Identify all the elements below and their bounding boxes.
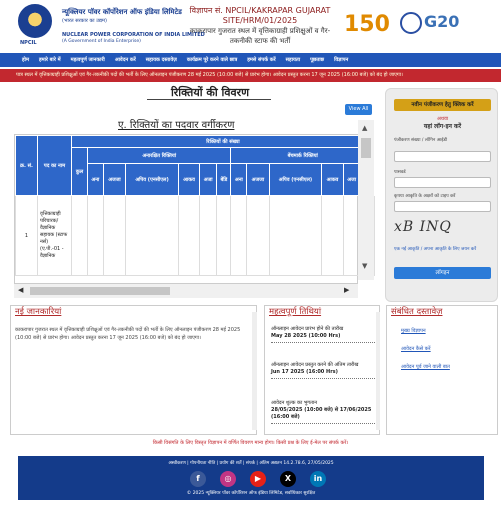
vacancy-table [15, 135, 375, 276]
sub-col: अना [88, 164, 104, 196]
org-name-hindi: न्यूक्लियर पॉवर कॉर्पोरेशन ऑफ इंडिया लिमिटेड [62, 8, 182, 16]
cell [103, 196, 125, 276]
date-item [271, 326, 375, 343]
nav-item-advt[interactable]: विज्ञापन [334, 57, 349, 63]
nav-item-help[interactable]: सहायता [285, 57, 301, 63]
sub-col: अपिव (एनसीएल) [269, 164, 322, 196]
col-vacancies-header: रिक्तियों की संख्या [72, 136, 375, 148]
col-total: कुल [72, 148, 88, 196]
scroll-right-icon[interactable]: ▶ [344, 286, 350, 294]
doc-link[interactable]: आवेदन पूर्व जाने वाली बात [401, 364, 450, 370]
cell [247, 196, 269, 276]
cell-post: वृत्तिकाग्राही परिचारक/ वैज्ञानिक सहायक (स्टाफ नर्स) (ए.पी.-01 - वैज्ञानिक [38, 196, 72, 276]
login-heading: यहां लॉग-इन करें [423, 123, 462, 130]
org-sub-english: (A Government of India Enterprise) [62, 39, 141, 44]
news-title: नई जानकारियां [15, 307, 62, 317]
cell [269, 196, 322, 276]
password-input[interactable] [394, 177, 491, 188]
sub-col: आकव [178, 164, 199, 196]
user-id-label: पंजीकरण संख्या / लॉगिन आईडी [394, 138, 448, 143]
user-id-input[interactable] [394, 151, 491, 162]
g20-logo: G20 [424, 12, 460, 31]
section-title: ए. रिक्तियों का पदवार वर्गीकरण [118, 120, 235, 131]
date-item [271, 400, 375, 424]
captcha-image: xB INQ [394, 219, 452, 235]
cell [322, 196, 343, 276]
news-panel [10, 305, 257, 435]
related-documents-panel [386, 305, 498, 435]
org-sub-hindi: (भारत सरकार का उद्यम) [62, 18, 107, 24]
logo-text: NPCIL [20, 40, 37, 46]
password-label: पासवर्ड [394, 170, 406, 175]
dates-scrollbar[interactable] [376, 312, 380, 430]
site-header [0, 0, 501, 53]
login-button[interactable]: लॉगइन [394, 267, 491, 279]
nav-item-contact[interactable]: हमसे संपर्क करें [247, 57, 276, 63]
copyright: © 2025 न्यूक्लियर पॉवर कॉर्पोरेशन ऑफ इंडिया लिमिटेड, सर्वाधिकार सुरक्षित [186, 491, 316, 496]
date-value: 28/05/2025 (10:00 बजे) से 17/06/2025 (16:00 बजे) [271, 407, 372, 420]
x-twitter-icon[interactable]: X [280, 471, 296, 487]
nav-item-students[interactable]: कार्यक्रम पूरे करने वाले छात्र [186, 57, 238, 63]
cell [88, 196, 104, 276]
nav-item-about[interactable]: हमारे बारे में [38, 57, 61, 63]
npcil-logo[interactable] [18, 4, 52, 38]
nav-item-documents[interactable]: सहायक दस्तावेज़ [145, 57, 177, 63]
or-separator: अथवा [436, 116, 449, 122]
advertisement-heading [180, 6, 340, 46]
important-dates-panel [264, 305, 380, 435]
advertisement-description: काकरापार गुजरात स्थल में वृत्तिकाग्राही प्रशिक्षुओं व गैर-तकनीकी स्टाफ की भर्ती [189, 27, 331, 45]
nav-item-info[interactable]: महत्वपूर्ण जानकारी [70, 57, 105, 63]
dates-title: महत्वपूर्ण तिथियां [269, 307, 322, 317]
doc-link[interactable]: मुख्य विज्ञापन [401, 328, 426, 334]
facebook-icon[interactable]: f [190, 471, 206, 487]
linkedin-icon[interactable]: in [310, 471, 326, 487]
sub-col: अपिव (एनसीएल) [126, 164, 179, 196]
captcha-input[interactable] [394, 201, 491, 212]
nav-item-home[interactable]: होम [22, 57, 29, 63]
nav-item-apply[interactable]: आवेदन करें [114, 57, 136, 63]
sub-col: आकव [322, 164, 343, 196]
group-unreserved: अनारक्षित रिक्तियां [88, 148, 231, 164]
refresh-captcha-link[interactable]: एक नई आकृति / अपना आकृति के लिए जयन करें [394, 247, 477, 252]
main-nav [0, 53, 501, 67]
anniversary-badge [344, 12, 390, 37]
org-name-english: NUCLEAR POWER CORPORATION OF INDIA LIMITED [62, 32, 205, 38]
docs-title: संबंधित दस्तावेज़ [391, 307, 443, 317]
footer-links[interactable]: अस्वीकरण | गोपनीयता नीति | प्रयोग की शर्तें | संपर्क | अंतिम अद्यतन 14.2.78.6, 27/05/2025 [168, 461, 334, 466]
sub-col: अजजा [103, 164, 125, 196]
date-label: आवेदन शुल्क का भुगतान [271, 400, 317, 406]
cell [126, 196, 179, 276]
cell [200, 196, 217, 276]
footer-disclaimer: किसी विसंगति के लिए विस्तृत विज्ञापन में वर्णित विवरण मान्य होगा। किसी प्रश्न के लिए ई-मेल पर संपर्क करें। [152, 440, 349, 446]
sub-col: अजजा [247, 164, 269, 196]
sub-col: अना [231, 164, 247, 196]
view-all-button[interactable]: View All [345, 104, 372, 115]
doc-link[interactable]: आवेदन कैसे करें [401, 346, 431, 352]
date-label: ऑनलाइन आवेदन प्रारंभ होने की तारीख [271, 326, 344, 332]
table-row [16, 196, 375, 276]
title-underline [147, 99, 271, 100]
vertical-scrollbar[interactable] [358, 120, 374, 280]
date-value: May 28 2025 (10:00 Hrs) [271, 333, 341, 339]
login-panel [385, 88, 498, 302]
nav-item-faq[interactable]: पूछताछ [310, 57, 325, 63]
sub-col: अजा [200, 164, 217, 196]
sub-col: बेंडि [217, 164, 231, 196]
news-ticker[interactable]: पात्र स्थल में वृत्तिकाग्राही प्रशिक्षुओं एवं गैर-तकनीकी पदों की भर्ती के लिए ऑनलाइन पंजीकरण 28 मई 2025 (10:00 बजे) से प्रारंभ होगा। आवेदन प्रस्तुत करना 17 जून 2025 (16:00 बजे) को बंद हो जाएगा। [0, 69, 501, 82]
cell-sr: 1 [16, 196, 38, 276]
instagram-icon[interactable]: ◎ [220, 471, 236, 487]
news-text[interactable]: काकरापार गुजरात स्थल में वृत्तिकाग्राही प्रशिक्षुओं एवं गैर-तकनीकी पदों की भर्ती के लिए ऑनलाइन पंजीकरण 28 मई 2025 (10:00 बजे) से प्रारंभ होगा। आवेदन प्रस्तुत करना 17 जून 2025 (16:00 बजे) को बंद हो जाएगा। [15, 327, 241, 341]
scroll-up-icon[interactable]: ▲ [362, 124, 368, 132]
col-post: पद का नाम [38, 136, 72, 196]
col-sr: क्र. सं. [16, 136, 38, 196]
date-item [271, 362, 375, 379]
captcha-label: कृपया आकृति के अक्षरों को टाइप करें [394, 194, 456, 199]
scroll-thumb[interactable] [30, 287, 170, 295]
date-value: Jun 17 2025 (16:00 Hrs) [271, 369, 338, 375]
new-registration-button[interactable]: नवीन पंजीकरण हेतु क्लिक करें [394, 99, 491, 111]
date-label: ऑनलाइन आवेदन प्रस्तुत करने की अंतिम तारीख [271, 362, 359, 368]
horizontal-scrollbar[interactable] [14, 284, 358, 298]
youtube-icon[interactable]: ▶ [250, 471, 266, 487]
group-reserved: बेंचमार्क रिक्तियां [231, 148, 375, 164]
badge-number: 150 [344, 12, 390, 37]
news-scrollbar[interactable] [252, 312, 257, 430]
scroll-left-icon[interactable]: ◀ [18, 286, 24, 294]
scroll-thumb[interactable] [361, 138, 371, 158]
vacancy-table-container[interactable] [14, 134, 358, 284]
sub-col: अजा [343, 164, 360, 196]
atom-icon [400, 12, 422, 34]
page-title: रिक्तियों की विवरण [170, 86, 250, 99]
advertisement-number: विज्ञापन सं. NPCIL/KAKRAPAR GUJARAT SITE/HRM/01/2025 [189, 6, 331, 25]
cell [178, 196, 199, 276]
site-footer [18, 456, 484, 500]
cell [231, 196, 247, 276]
cell [217, 196, 231, 276]
cell [72, 196, 88, 276]
scroll-down-icon[interactable]: ▼ [362, 262, 368, 270]
